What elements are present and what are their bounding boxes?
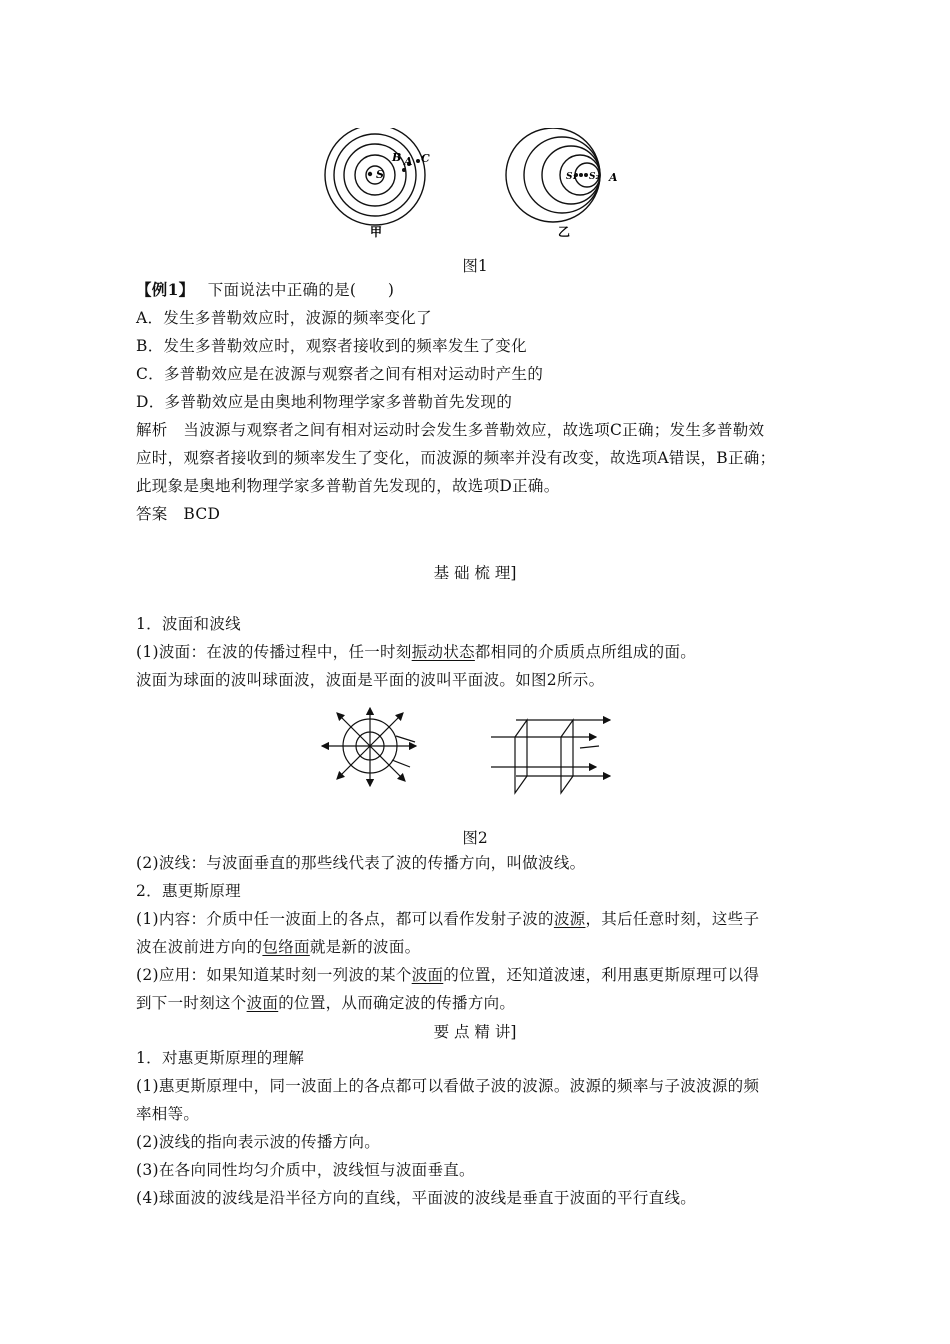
example-1-title: 【例1】	[136, 280, 195, 299]
option-b: B．发生多普勒效应时，观察者接收到的频率发生了变化	[136, 337, 527, 355]
label-b: B	[392, 151, 402, 164]
label-s: S	[376, 168, 384, 181]
item-2-paragraph-1	[136, 909, 759, 929]
label-s2: S₂	[589, 172, 600, 182]
text-span: ，其后任意时刻，这些子	[585, 910, 760, 928]
text-span: (2)应用：如果知道某时刻一列波的某个	[136, 966, 412, 984]
spherical-wave-drawing	[322, 708, 416, 786]
source-dot-s	[368, 172, 372, 176]
text-span: (1)波面：在波的传播过程中，任一时刻	[136, 643, 412, 661]
item-1-paragraph-3: (2)波线：与波面垂直的那些线代表了波的传播方向，叫做波线。	[136, 854, 586, 872]
figure-1-caption: 图1	[462, 257, 488, 275]
analysis-line-2: 应时，观察者接收到的频率发生了变化，而波源的频率并没有改变，故选项A错误，B正确；	[136, 449, 776, 467]
item-1-paragraph-2: 波面为球面的波叫球面波，波面是平面的波叫平面波。如图2所示。	[136, 671, 605, 689]
text-span: 到下一时刻这个	[136, 994, 247, 1012]
text-span: 的位置，从而确定波的传播方向。	[278, 994, 516, 1012]
text-span: 波在波前进方向的	[136, 938, 263, 956]
key-item-title: 1．对惠更斯原理的理解	[136, 1049, 305, 1067]
example-1-question: 下面说法中正确的是( )	[207, 281, 395, 299]
figure-2-caption: 图2	[462, 829, 488, 847]
item-2-paragraph-3	[136, 965, 759, 985]
label-s1: S₁	[566, 172, 577, 182]
label-yi: 乙	[558, 225, 571, 239]
text-span: (1)内容：介质中任一波面上的各点，都可以看作发射子波的	[136, 910, 554, 928]
underlined-term: 波面	[246, 994, 279, 1012]
item-1-paragraph-1	[136, 642, 696, 662]
item-2-paragraph-2	[136, 937, 420, 957]
key-line-3: (2)波线的指向表示波的传播方向。	[136, 1133, 381, 1151]
answer-line: 答案 BCD	[136, 505, 221, 523]
section-heading-basics: 基 础 梳 理]	[433, 564, 517, 582]
item-1-title: 1．波面和波线	[136, 615, 241, 633]
label-a: A	[404, 155, 413, 168]
concentric-wavefronts	[325, 128, 425, 225]
key-line-1: (1)惠更斯原理中，同一波面上的各点都可以看做子波的波源。波源的频率与子波波源的频	[136, 1077, 760, 1095]
label-c: C	[421, 152, 430, 165]
example-1-header	[136, 280, 394, 300]
option-c: C．多普勒效应是在波源与观察者之间有相对运动时产生的	[136, 365, 544, 383]
underlined-term: 波面	[411, 966, 444, 984]
text-span: 的位置，还知道波速，利用惠更斯原理可以得	[443, 966, 760, 984]
figure-2-wave-diagram	[316, 702, 646, 820]
text-span: 都相同的介质质点所组成的面。	[474, 643, 697, 661]
point-b-dot	[402, 168, 406, 172]
text-span: 就是新的波面。	[309, 938, 421, 956]
label-jia: 甲	[370, 225, 383, 239]
plane-wave-drawing	[491, 720, 610, 793]
analysis-line-1: 解析 当波源与观察者之间有相对运动时会发生多普勒效应，故选项C正确；发生多普勒效	[136, 421, 765, 439]
source-dot-mid	[579, 173, 583, 177]
figure-1-doppler-diagram	[320, 128, 640, 246]
underlined-term: 振动状态	[411, 643, 475, 661]
analysis-line-3: 此现象是奥地利物理学家多普勒首先发现的，故选项D正确。	[136, 477, 560, 495]
option-d: D．多普勒效应是由奥地利物理学家多普勒首先发现的	[136, 393, 513, 411]
point-c-dot	[416, 159, 420, 163]
key-line-4: (3)在各向同性均匀介质中，波线恒与波面垂直。	[136, 1161, 475, 1179]
key-line-2: 率相等。	[136, 1105, 200, 1123]
section-heading-key-points: 要 点 精 讲]	[433, 1023, 517, 1041]
item-2-title: 2．惠更斯原理	[136, 882, 241, 900]
underlined-term: 波源	[553, 910, 586, 928]
item-2-paragraph-4	[136, 993, 515, 1013]
source-dot-s2	[584, 173, 588, 177]
option-a: A．发生多普勒效应时，波源的频率变化了	[136, 309, 432, 327]
underlined-term: 包络面	[262, 938, 310, 956]
label-a-right: A	[609, 171, 618, 184]
key-line-5: (4)球面波的波线是沿半径方向的直线，平面波的波线是垂直于波面的平行直线。	[136, 1189, 697, 1207]
